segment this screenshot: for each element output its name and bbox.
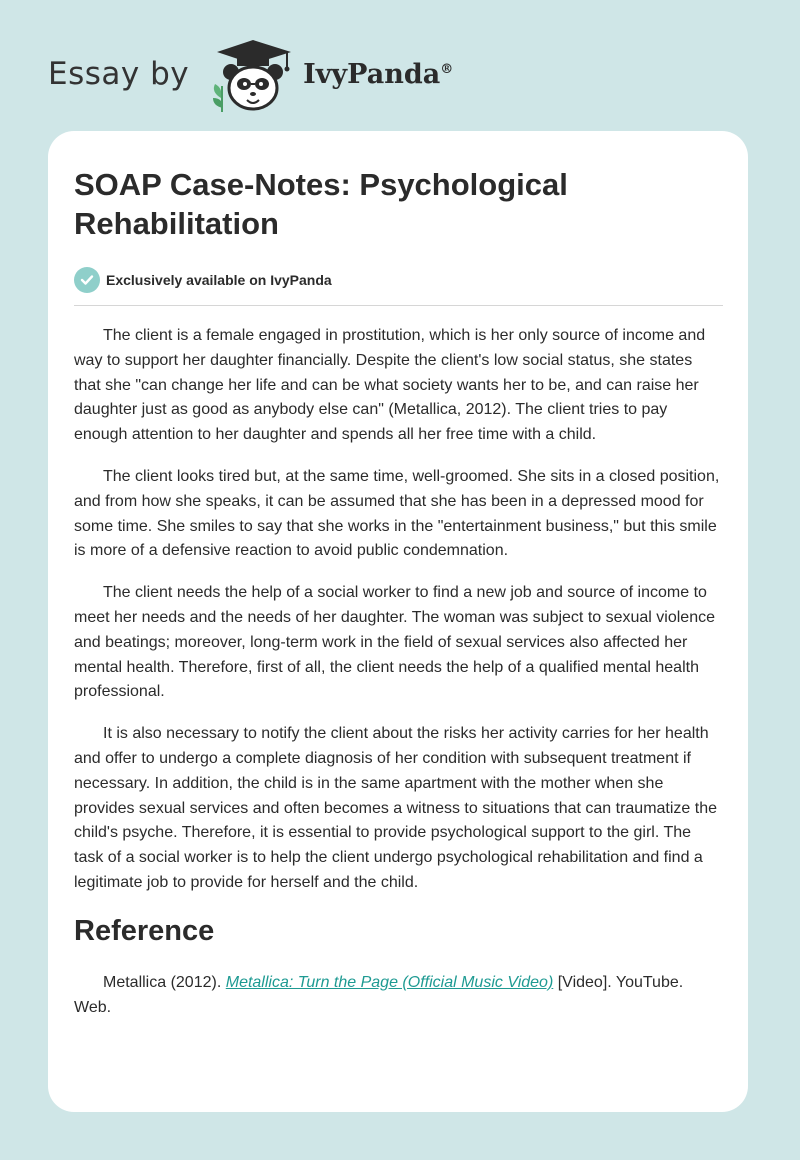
reference-heading: Reference bbox=[74, 914, 215, 947]
paragraph: The client is a female engaged in prostitution, which is her only source of income and way to support her daughter financially. Despite the client's low social status, she states that she "can change her life and can be what society wants her to be, and can raise her daughter just as good as anybody else can" (Metallica, 2012). The client tries to pay enough attention to her daughter and spends all her free time with a child. bbox=[74, 327, 706, 444]
brand-name: IvyPanda® bbox=[303, 58, 454, 90]
page-title: SOAP Case-Notes: Psychological Rehabilitation bbox=[74, 167, 568, 241]
panda-logo-icon[interactable] bbox=[207, 36, 297, 112]
brand-header bbox=[48, 36, 453, 112]
essay-card bbox=[48, 131, 748, 1112]
reference-author-year: Metallica (2012). bbox=[103, 973, 222, 991]
paragraph: The client looks tired but, at the same time, well-groomed. She sits in a closed position, and from how she speaks, it can be assumed that she has been in a depressed mood for some time. She smiles to say that she works in the "entertainment business," but this smile is more of a defensive reaction to avoid public condemnation. bbox=[74, 467, 720, 560]
divider bbox=[74, 305, 723, 306]
exclusive-badge bbox=[74, 265, 722, 295]
reference-entry bbox=[74, 971, 722, 1021]
brand-prefix: Essay by bbox=[48, 56, 190, 92]
paragraph: It is also necessary to notify the client about the risks her activity carries for her health and offer to undergo a complete diagnosis of her condition with subsequent treatment if necessary. In addition, the child is in the same apartment with the mother when she provides sexual services and often becomes a witness to situations that can traumatize the child's psyche. Therefore, it is essential to provide psychological support to the girl. The task of a social worker is to help the client undergo psychological rehabilitation and find a legitimate job to provide for herself and the child. bbox=[74, 725, 718, 891]
reference-suffix: [Video]. YouTube. Web. bbox=[74, 973, 684, 1016]
exclusive-badge-label: Exclusively available on IvyPanda bbox=[106, 272, 332, 288]
check-icon bbox=[74, 267, 100, 293]
essay-body bbox=[74, 324, 722, 896]
paragraph: The client needs the help of a social worker to find a new job and source of income to meet her needs and the needs of her daughter. The woman was subject to sexual violence and beatings; moreover, long-term work in the field of sexual services also affected her mental health. Therefore, first of all, the client needs the help of a qualified mental health professional. bbox=[74, 584, 715, 701]
reference-link[interactable]: Metallica: Turn the Page (Official Music Video) bbox=[225, 973, 554, 991]
